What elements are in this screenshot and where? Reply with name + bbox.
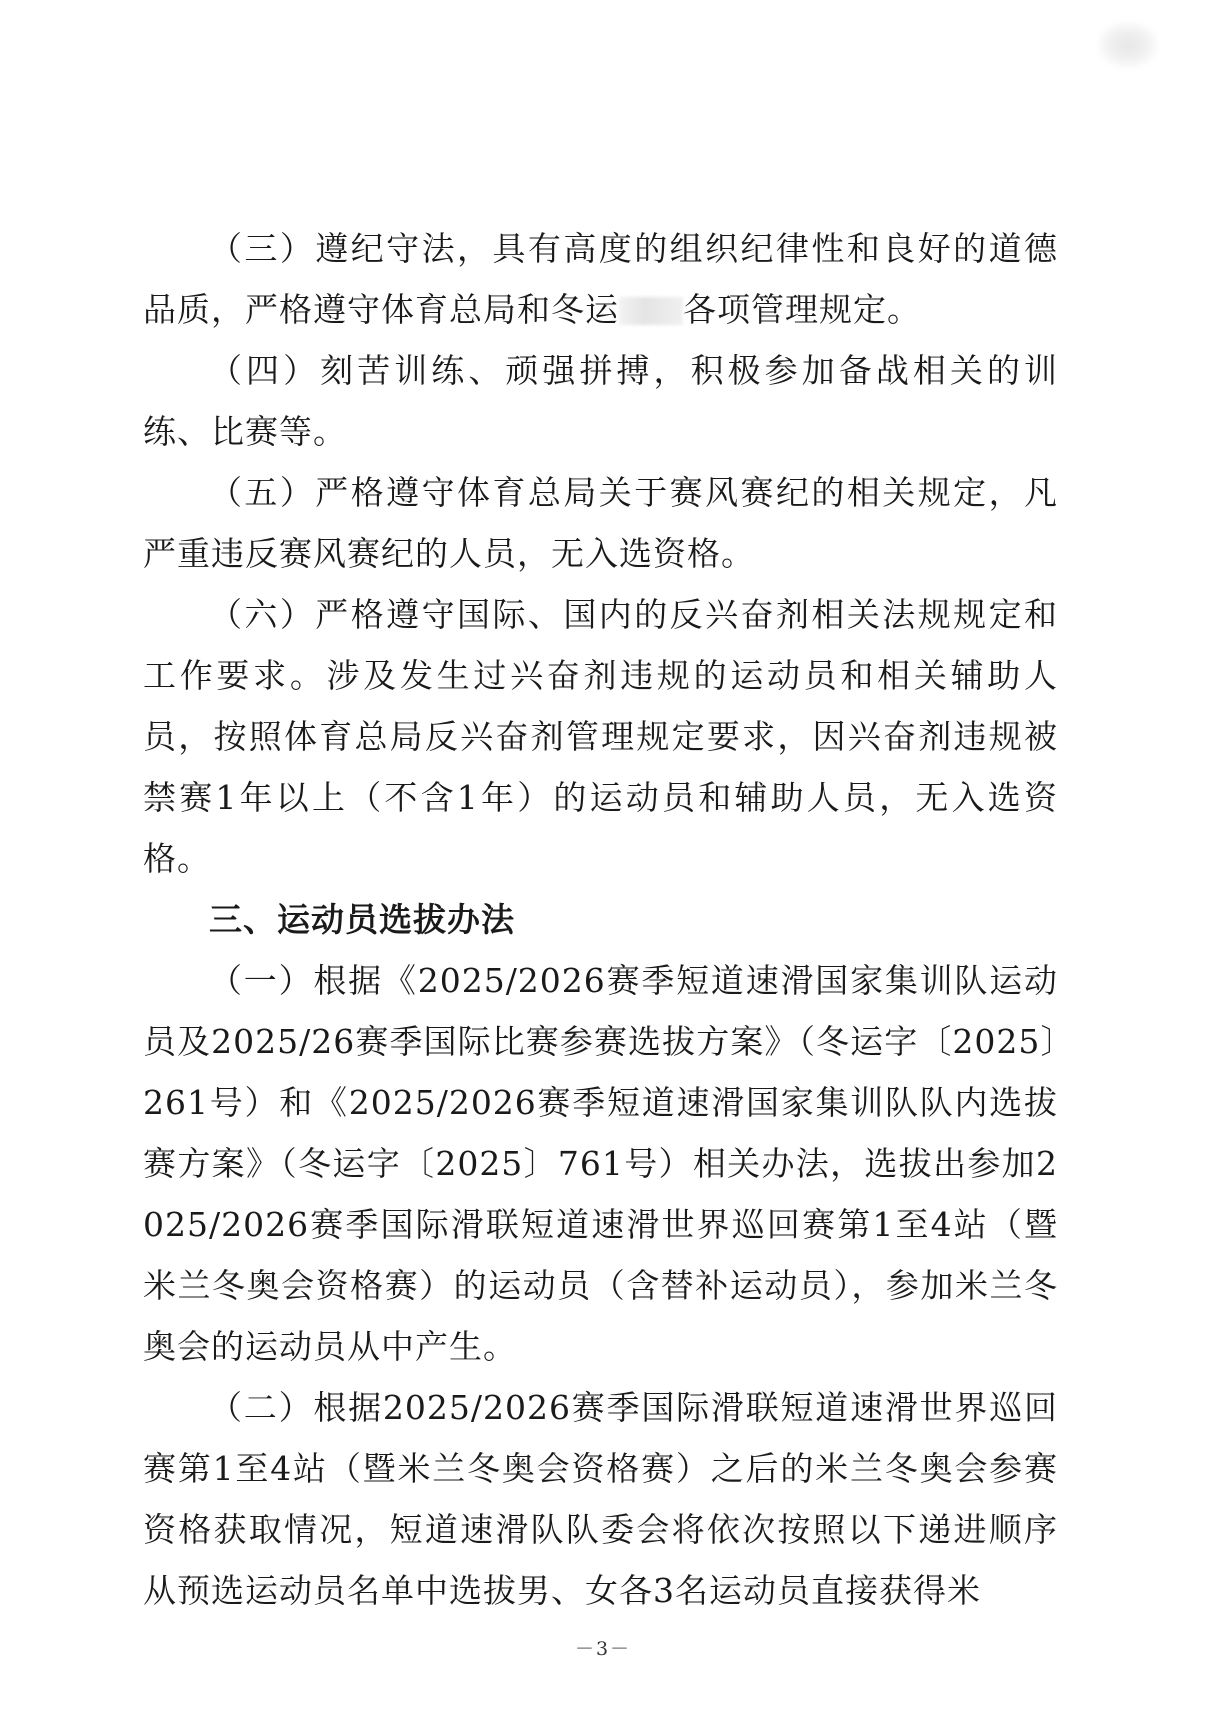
section-3-heading: 三、运动员选拔办法 <box>209 900 515 939</box>
section-3-paragraph-1: （一）根据《2025/2026赛季短道速滑国家集训队运动员及2025/26赛季国际比赛参赛选拔方案》（冬运字〔2025〕261号）和《2025/2026赛季短道速滑国家集训队队内选拔赛方案》（冬运字〔2025〕761号）相关办法，选拔出参加2025/2026赛季国际滑联短道速滑世界巡回赛第1至4站（暨米兰冬奥会资格赛）的运动员（含替补运动员），参加米兰冬奥会的运动员从中产生。 <box>143 961 1058 1366</box>
redacted-text <box>619 297 683 325</box>
page-number: －3－ <box>574 1638 632 1660</box>
paragraph-4: （四）刻苦训练、顽强拼搏，积极参加备战相关的训练、比赛等。 <box>143 351 1058 451</box>
paragraph-3 <box>143 218 1058 340</box>
section-3-paragraph-2: （二）根据2025/2026赛季国际滑联短道速滑世界巡回赛第1至4站（暨米兰冬奥会资格赛）之后的米兰冬奥会参赛资格获取情况，短道速滑队队委会将依次按照以下递进顺序从预选运动员名单中选拔男、女各3名运动员直接获得米 <box>143 1388 1058 1610</box>
paragraph-3-text-a: （三）遵纪守法，具有高度的组织纪律性和良好的道德品质，严格遵守体育总局和冬运 <box>143 229 1058 329</box>
paragraph-3-text-b: 各项管理规定。 <box>683 290 921 329</box>
blurred-watermark <box>1098 22 1158 68</box>
paragraph-5: （五）严格遵守体育总局关于赛风赛纪的相关规定，凡严重违反赛风赛纪的人员，无入选资格。 <box>143 473 1058 573</box>
paragraph-6: （六）严格遵守国际、国内的反兴奋剂相关法规规定和工作要求。涉及发生过兴奋剂违规的运动员和相关辅助人员，按照体育总局反兴奋剂管理规定要求，因兴奋剂违规被禁赛1年以上（不含1年）的运动员和辅助人员，无入选资格。 <box>143 595 1058 878</box>
document-body <box>143 218 1058 1621</box>
